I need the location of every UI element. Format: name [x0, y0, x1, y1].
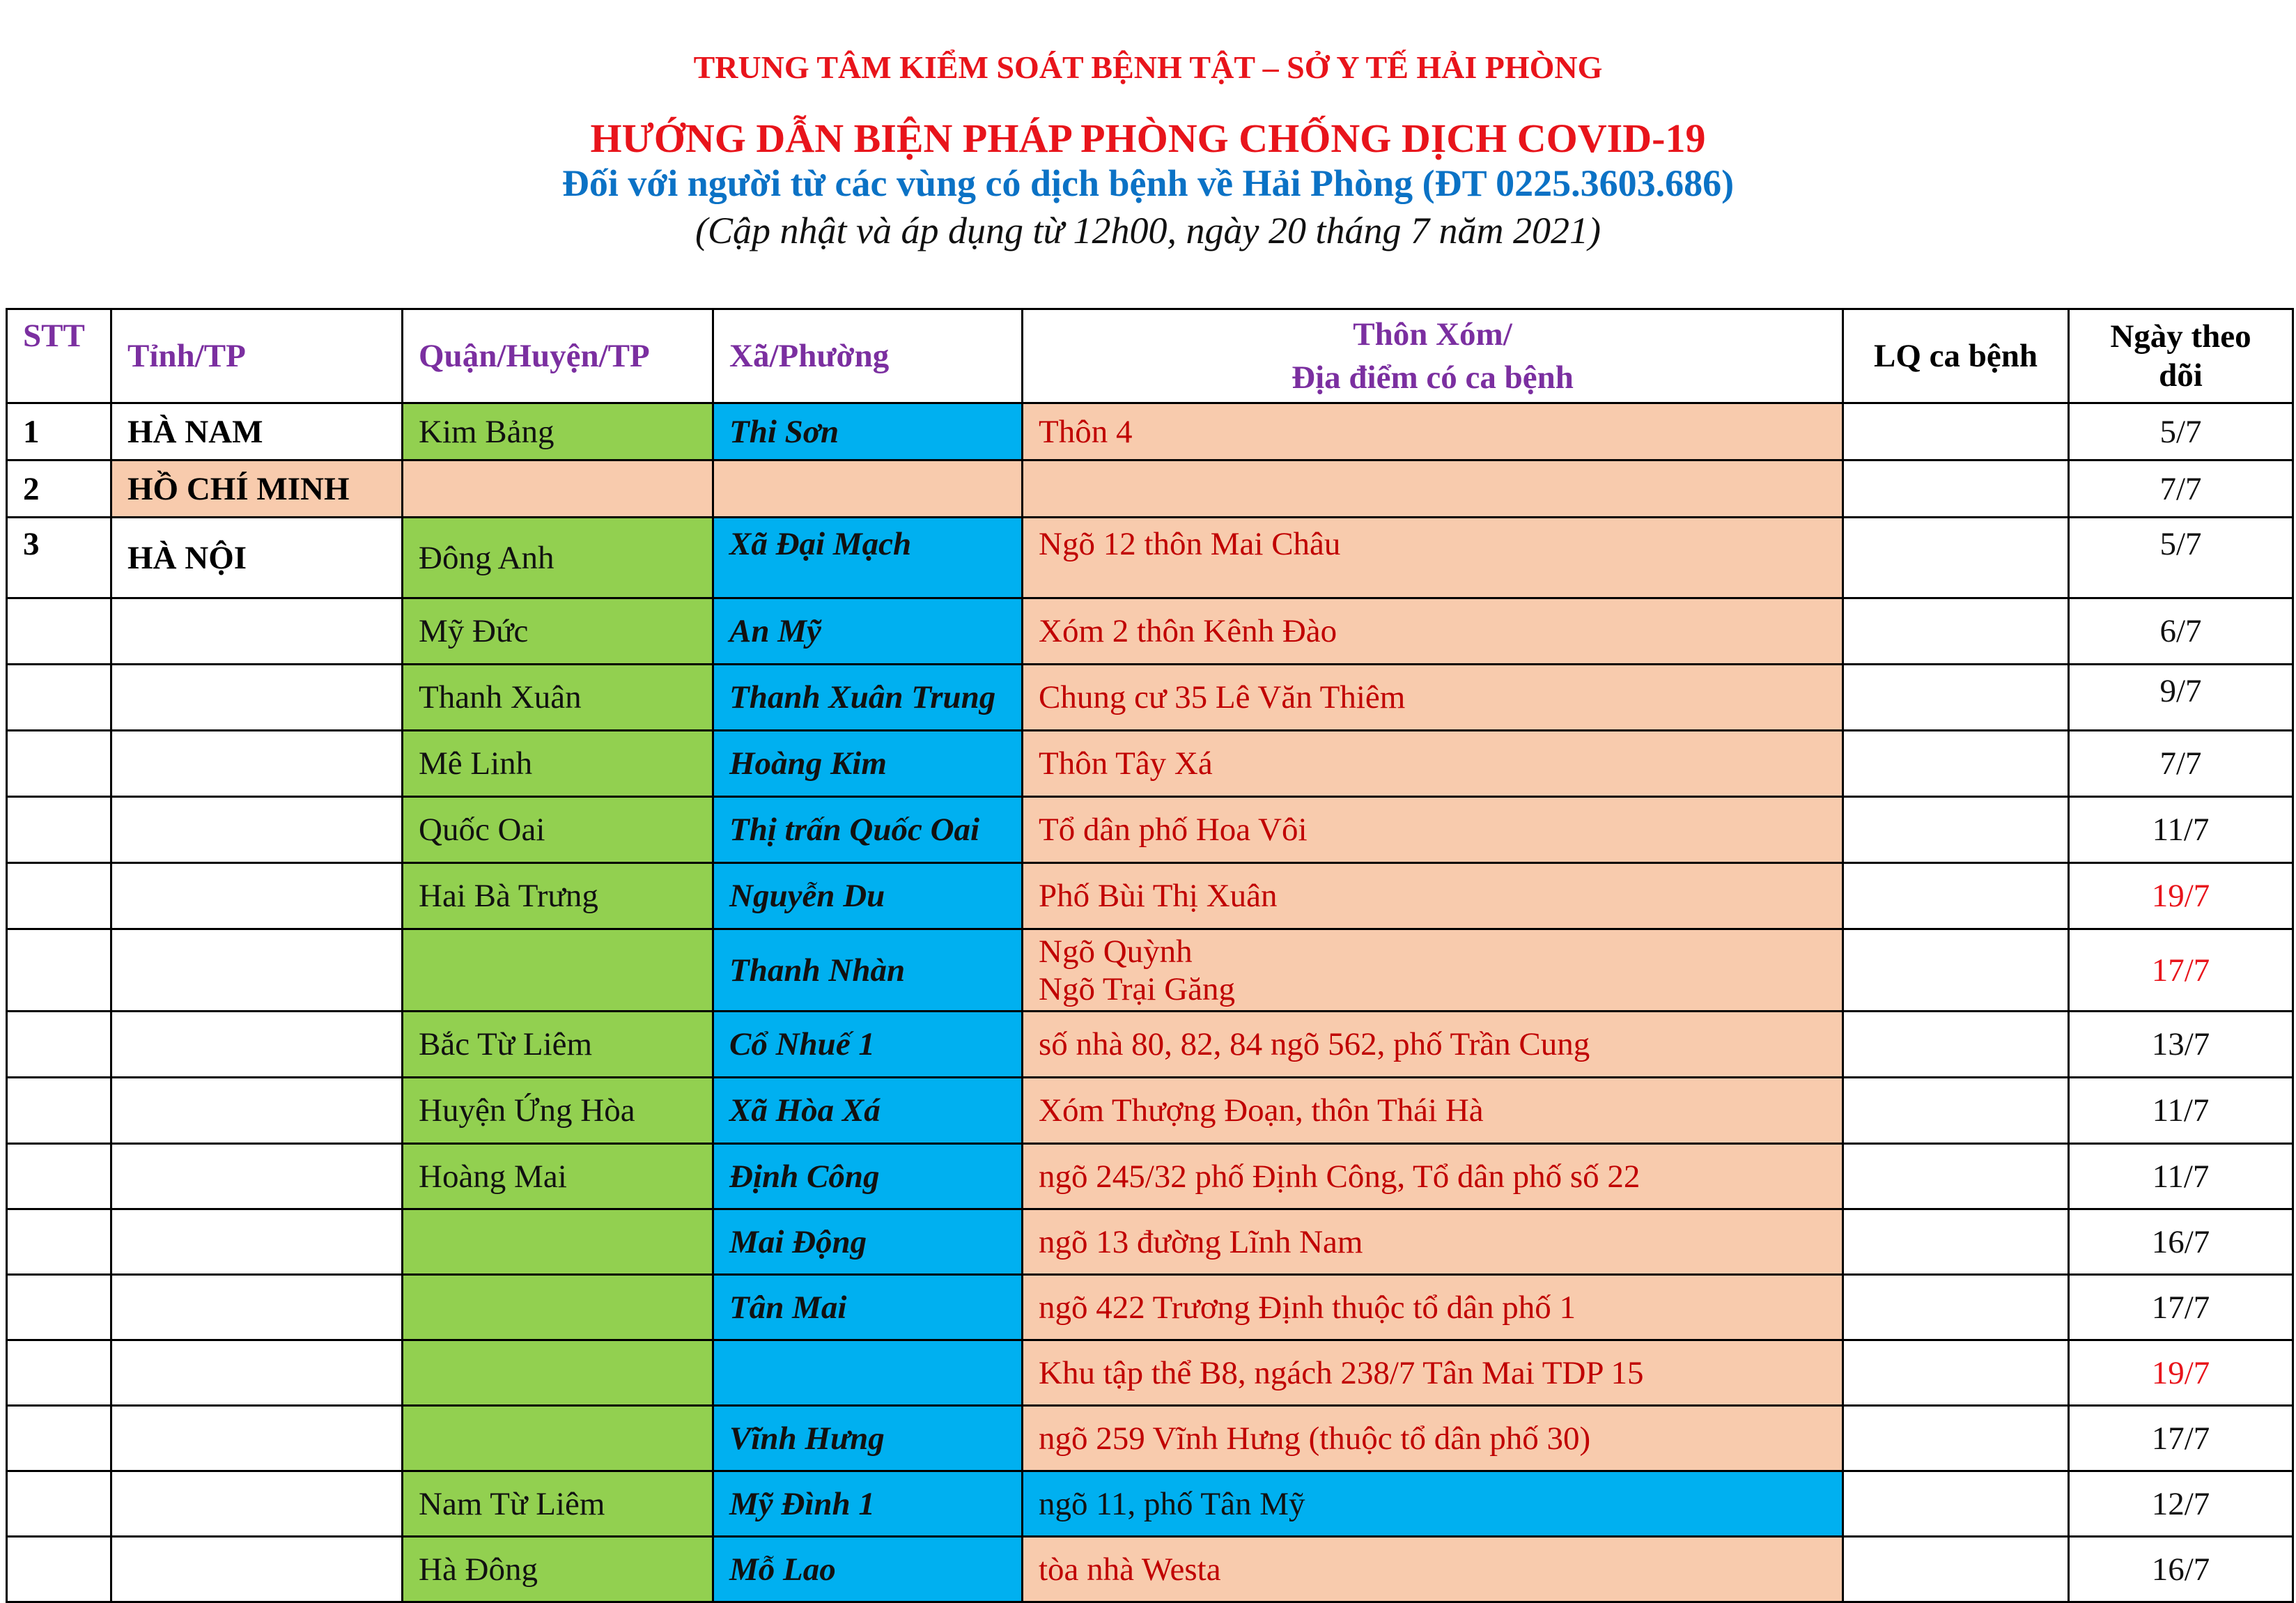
cell-location: ngõ 245/32 phố Định Công, Tổ dân phố số 22 — [1023, 1144, 1843, 1209]
cell-ward: Xã Hòa Xá — [713, 1078, 1023, 1144]
cell-location: Xóm Thượng Đoạn, thôn Thái Hà — [1023, 1078, 1843, 1144]
cell-district — [403, 929, 713, 1012]
col-header-district: Quận/Huyện/TP — [403, 309, 713, 403]
col-header-location-line1: Thôn Xóm/ — [1353, 316, 1512, 353]
table-row — [7, 598, 2293, 665]
cell-day: 9/7 — [2069, 665, 2293, 731]
table-row — [7, 1537, 2293, 1602]
cell-district: Bắc Từ Liêm — [403, 1012, 713, 1078]
cell-day: 16/7 — [2069, 1209, 2293, 1275]
cell-ward: Mai Động — [713, 1209, 1023, 1275]
cell-stt — [7, 863, 111, 929]
cell-stt — [7, 1012, 111, 1078]
cell-day: 13/7 — [2069, 1012, 2293, 1078]
cell-lq — [1843, 1209, 2069, 1275]
table-row — [7, 1340, 2293, 1406]
cell-province: HÀ NAM — [111, 403, 403, 460]
document-subtitle: Đối với người từ các vùng có dịch bệnh về Hải Phòng (ĐT 0225.3603.686) — [561, 162, 1735, 204]
cell-location: Thôn 4 — [1023, 403, 1843, 460]
cell-stt: 2 — [7, 460, 111, 518]
cell-day: 19/7 — [2069, 1340, 2293, 1406]
cell-stt — [7, 665, 111, 731]
cell-province — [111, 797, 403, 863]
cell-lq — [1843, 1012, 2069, 1078]
col-header-province: Tỉnh/TP — [111, 309, 403, 403]
cell-stt — [7, 1078, 111, 1144]
cell-stt — [7, 1144, 111, 1209]
cell-district: Hoàng Mai — [403, 1144, 713, 1209]
cell-location: Ngõ 12 thôn Mai Châu — [1023, 518, 1843, 598]
cell-district: Hai Bà Trưng — [403, 863, 713, 929]
cell-province — [111, 1275, 403, 1340]
cell-day: 11/7 — [2069, 1144, 2293, 1209]
cell-location: ngõ 422 Trương Định thuộc tổ dân phố 1 — [1023, 1275, 1843, 1340]
cell-district: Quốc Oai — [403, 797, 713, 863]
cell-stt — [7, 1406, 111, 1471]
col-header-location-line2: Địa điểm có ca bệnh — [1292, 359, 1574, 396]
col-header-lq: LQ ca bệnh — [1843, 309, 2069, 403]
cell-province: HÀ NỘI — [111, 518, 403, 598]
cell-province — [111, 1340, 403, 1406]
cell-ward: Thị trấn Quốc Oai — [713, 797, 1023, 863]
table-row — [7, 518, 2293, 598]
cell-lq — [1843, 1144, 2069, 1209]
cell-location: Chung cư 35 Lê Văn Thiêm — [1023, 665, 1843, 731]
cell-location: Tổ dân phố Hoa Vôi — [1023, 797, 1843, 863]
cell-day: 17/7 — [2069, 929, 2293, 1012]
table-row — [7, 731, 2293, 797]
cell-province — [111, 1471, 403, 1537]
cell-province — [111, 731, 403, 797]
cell-stt — [7, 731, 111, 797]
cell-location: Phố Bùi Thị Xuân — [1023, 863, 1843, 929]
document-title: HƯỚNG DẪN BIỆN PHÁP PHÒNG CHỐNG DỊCH COVID-19 — [590, 116, 1706, 161]
cell-stt — [7, 1275, 111, 1340]
table-row — [7, 460, 2293, 518]
cell-district — [403, 1406, 713, 1471]
cell-day: 12/7 — [2069, 1471, 2293, 1537]
cell-stt: 3 — [7, 518, 111, 598]
cell-province — [111, 1406, 403, 1471]
cell-stt — [7, 929, 111, 1012]
table-row — [7, 1144, 2293, 1209]
cell-lq — [1843, 1275, 2069, 1340]
cell-day: 7/7 — [2069, 460, 2293, 518]
cell-district: Nam Từ Liêm — [403, 1471, 713, 1537]
cell-district: Huyện Ứng Hòa — [403, 1078, 713, 1144]
table-header-row — [7, 309, 2293, 403]
cell-location — [1023, 460, 1843, 518]
cell-province — [111, 863, 403, 929]
cell-stt — [7, 1471, 111, 1537]
cell-province: HỒ CHÍ MINH — [111, 460, 403, 518]
cell-province — [111, 665, 403, 731]
table-row — [7, 929, 2293, 1012]
col-header-stt: STT — [7, 309, 111, 403]
cell-ward — [713, 460, 1023, 518]
cell-district: Đông Anh — [403, 518, 713, 598]
table-row — [7, 797, 2293, 863]
cell-location: Thôn Tây Xá — [1023, 731, 1843, 797]
cell-ward: Hoàng Kim — [713, 731, 1023, 797]
cell-location: Xóm 2 thôn Kênh Đào — [1023, 598, 1843, 665]
cell-district: Mê Linh — [403, 731, 713, 797]
cell-lq — [1843, 1471, 2069, 1537]
table-row — [7, 1012, 2293, 1078]
cell-district — [403, 1209, 713, 1275]
cell-province — [111, 929, 403, 1012]
location-line: Ngõ Trại Găng — [1039, 970, 1236, 1007]
cell-ward: Cổ Nhuế 1 — [713, 1012, 1023, 1078]
cell-location: ngõ 259 Vĩnh Hưng (thuộc tổ dân phố 30) — [1023, 1406, 1843, 1471]
cell-province — [111, 1012, 403, 1078]
cell-ward: Vĩnh Hưng — [713, 1406, 1023, 1471]
cell-district: Kim Bảng — [403, 403, 713, 460]
cell-ward: Xã Đại Mạch — [713, 518, 1023, 598]
cell-day: 17/7 — [2069, 1275, 2293, 1340]
table-row — [7, 1471, 2293, 1537]
cell-ward: An Mỹ — [713, 598, 1023, 665]
table-row — [7, 403, 2293, 460]
table-row — [7, 665, 2293, 731]
cell-lq — [1843, 1340, 2069, 1406]
col-header-ward: Xã/Phường — [713, 309, 1023, 403]
cell-location: ngõ 11, phố Tân Mỹ — [1023, 1471, 1843, 1537]
cell-stt: 1 — [7, 403, 111, 460]
cell-ward: Thanh Xuân Trung — [713, 665, 1023, 731]
cell-lq — [1843, 1078, 2069, 1144]
update-date: (Cập nhật và áp dụng từ 12h00, ngày 20 tháng 7 năm 2021) — [695, 210, 1601, 251]
cell-lq — [1843, 460, 2069, 518]
cell-ward: Thi Sơn — [713, 403, 1023, 460]
cell-district: Thanh Xuân — [403, 665, 713, 731]
cell-lq — [1843, 518, 2069, 598]
cell-lq — [1843, 1406, 2069, 1471]
table-row — [7, 1406, 2293, 1471]
cell-province — [111, 1144, 403, 1209]
cell-lq — [1843, 598, 2069, 665]
cell-day: 16/7 — [2069, 1537, 2293, 1602]
col-header-day: Ngày theo dõi — [2069, 309, 2293, 403]
location-line: Ngõ Quỳnh — [1039, 933, 1193, 970]
cell-location — [1023, 929, 1843, 1012]
cell-day: 5/7 — [2069, 518, 2293, 598]
cell-stt — [7, 1209, 111, 1275]
cell-district: Hà Đông — [403, 1537, 713, 1602]
cell-province — [111, 1209, 403, 1275]
cell-day: 5/7 — [2069, 403, 2293, 460]
cell-location: tòa nhà Westa — [1023, 1537, 1843, 1602]
col-header-location — [1023, 309, 1843, 403]
cell-ward — [713, 1340, 1023, 1406]
cell-ward: Mỹ Đình 1 — [713, 1471, 1023, 1537]
cell-day: 6/7 — [2069, 598, 2293, 665]
cell-ward: Tân Mai — [713, 1275, 1023, 1340]
cell-lq — [1843, 929, 2069, 1012]
table-row — [7, 1209, 2293, 1275]
cell-district — [403, 1275, 713, 1340]
cell-ward: Mỗ Lao — [713, 1537, 1023, 1602]
cell-day: 7/7 — [2069, 731, 2293, 797]
cell-ward: Thanh Nhàn — [713, 929, 1023, 1012]
cell-ward: Nguyễn Du — [713, 863, 1023, 929]
cell-lq — [1843, 731, 2069, 797]
cell-province — [111, 1537, 403, 1602]
table-row — [7, 1275, 2293, 1340]
table-row — [7, 1078, 2293, 1144]
cell-day: 11/7 — [2069, 1078, 2293, 1144]
cell-province — [111, 1078, 403, 1144]
cell-location: Khu tập thể B8, ngách 238/7 Tân Mai TDP 15 — [1023, 1340, 1843, 1406]
cell-district: Mỹ Đức — [403, 598, 713, 665]
cell-stt — [7, 1537, 111, 1602]
table-row — [7, 863, 2293, 929]
cell-lq — [1843, 665, 2069, 731]
cell-province — [111, 598, 403, 665]
cell-ward: Định Công — [713, 1144, 1023, 1209]
cell-day: 19/7 — [2069, 863, 2293, 929]
cell-stt — [7, 1340, 111, 1406]
cell-lq — [1843, 403, 2069, 460]
org-title: TRUNG TÂM KIỂM SOÁT BỆNH TẬT – SỞ Y TẾ HẢI PHÒNG — [693, 49, 1603, 85]
cell-location: số nhà 80, 82, 84 ngõ 562, phố Trần Cung — [1023, 1012, 1843, 1078]
cell-stt — [7, 598, 111, 665]
cell-district — [403, 460, 713, 518]
cell-district — [403, 1340, 713, 1406]
cell-stt — [7, 797, 111, 863]
cell-day: 11/7 — [2069, 797, 2293, 863]
cell-lq — [1843, 863, 2069, 929]
outbreak-table — [6, 308, 2294, 1603]
cell-day: 17/7 — [2069, 1406, 2293, 1471]
cell-lq — [1843, 1537, 2069, 1602]
cell-lq — [1843, 797, 2069, 863]
cell-location: ngõ 13 đường Lĩnh Nam — [1023, 1209, 1843, 1275]
